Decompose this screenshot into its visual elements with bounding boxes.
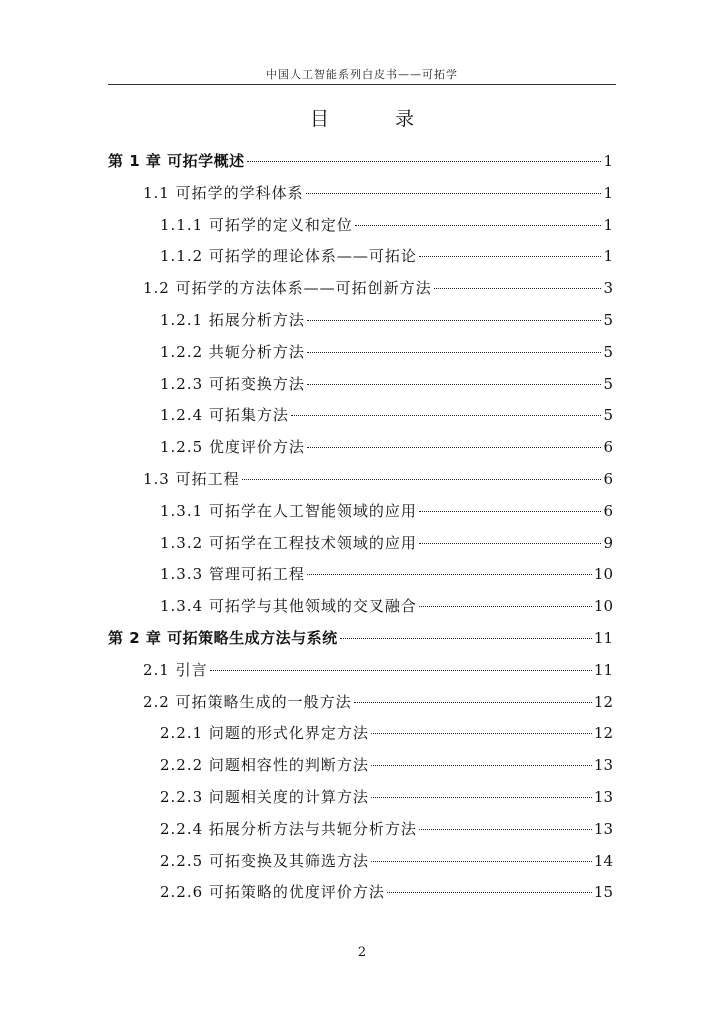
toc-section-entry[interactable] [143,691,613,713]
dot-leader [307,352,602,353]
dot-leader [306,193,602,194]
dot-leader [419,829,592,830]
toc-section-entry[interactable] [143,182,613,204]
toc-subsection-entry[interactable] [160,595,613,617]
toc-section-entry[interactable] [143,659,613,681]
toc-subsection-entry[interactable] [160,818,613,840]
dot-leader [340,638,592,639]
toc-subsection-entry[interactable] [160,341,613,363]
header-divider [108,84,616,85]
toc-entry-page: 1 [603,247,613,266]
toc-section-entry[interactable] [143,277,613,299]
dot-leader [355,225,602,226]
toc-entry-label: 1.1.2 可拓学的理论体系——可拓论 [160,247,417,266]
toc-subsection-entry[interactable] [160,436,613,458]
toc-entry-label: 第 1 章 可拓学概述 [108,152,245,170]
toc-entry-label: 1.1.1 可拓学的定义和定位 [160,215,353,234]
toc-entry-label: 2.2.5 可拓变换及其筛选方法 [160,851,369,870]
toc-entry-page: 10 [593,597,613,616]
toc-entry-label: 2.2.2 问题相容性的判断方法 [160,756,369,775]
dot-leader [307,320,602,321]
toc-entry-page: 14 [593,851,613,870]
toc-entry-label: 第 2 章 可拓策略生成方法与系统 [108,629,338,647]
dot-leader [419,511,602,512]
toc-entry-label: 1.3.4 可拓学与其他领域的交叉融合 [160,597,417,616]
page-title: 目 录 [309,108,445,130]
toc-entry-label: 2.2.6 可拓策略的优度评价方法 [160,883,385,902]
dot-leader [419,543,602,544]
toc-entry-page: 6 [603,501,613,520]
toc-entry-page: 6 [603,470,613,488]
toc-entry-page: 11 [593,660,613,679]
toc-entry-page: 10 [593,565,613,584]
toc-chapter-entry[interactable] [108,150,613,172]
toc-entry-label: 1.3.3 管理可拓工程 [160,565,305,584]
dot-leader [210,670,592,671]
dot-leader [419,256,602,257]
toc-entry-label: 1.2.5 优度评价方法 [160,438,305,457]
dot-leader [354,702,592,703]
toc-entry-page: 5 [603,311,613,329]
toc-entry-page: 11 [593,629,613,647]
dot-leader [434,288,602,289]
dot-leader [242,479,602,480]
toc-entry-label: 2.2.3 问题相关度的计算方法 [160,788,369,806]
toc-subsection-entry[interactable] [160,500,613,522]
dot-leader [307,384,602,385]
toc-subsection-entry[interactable] [160,786,613,808]
toc-entry-label: 1.3.1 可拓学在人工智能领域的应用 [160,501,417,520]
toc-entry-label: 2.2.4 拓展分析方法与共轭分析方法 [160,819,417,838]
toc-entry-page: 3 [603,279,613,298]
toc-entry-page: 13 [593,756,613,775]
toc-entry-label: 1.1 可拓学的学科体系 [143,183,304,202]
toc-entry-label: 1.2.4 可拓集方法 [160,406,289,425]
toc-chapter-entry[interactable] [108,627,613,649]
toc-subsection-entry[interactable] [160,563,613,585]
toc-entry-label: 2.2.1 问题的形式化界定方法 [160,724,369,743]
toc-subsection-entry[interactable] [160,309,613,331]
toc-entry-page: 13 [593,819,613,838]
toc-section-entry[interactable] [143,468,613,490]
toc-entry-page: 12 [593,724,613,743]
toc-entry-label: 1.2.3 可拓变换方法 [160,374,305,393]
toc-entry-label: 1.2 可拓学的方法体系——可拓创新方法 [143,279,432,298]
toc-entry-label: 2.1 引言 [143,660,208,679]
toc-entry-label: 2.2 可拓策略生成的一般方法 [143,692,352,711]
toc-entry-page: 12 [593,692,613,711]
running-header: 中国人工智能系列白皮书——可拓学 [266,68,458,81]
toc-entry-label: 1.3.2 可拓学在工程技术领域的应用 [160,533,417,552]
toc-entry-page: 15 [593,883,613,902]
toc-entry-page: 1 [603,152,613,170]
toc-subsection-entry[interactable] [160,722,613,744]
toc-entry-label: 1.3 可拓工程 [143,470,240,488]
toc-subsection-entry[interactable] [160,214,613,236]
toc-entry-page: 5 [603,342,613,361]
toc-entry-page: 6 [603,438,613,457]
page-number: 2 [357,945,367,960]
toc-subsection-entry[interactable] [160,532,613,554]
toc-entry-page: 13 [593,788,613,806]
toc-entry-page: 5 [603,406,613,425]
toc-subsection-entry[interactable] [160,881,613,903]
dot-leader [291,415,602,416]
toc-entry-page: 5 [603,374,613,393]
toc-subsection-entry[interactable] [160,373,613,395]
toc-subsection-entry[interactable] [160,754,613,776]
dot-leader [247,161,602,162]
dot-leader [371,733,592,734]
dot-leader [371,765,592,766]
toc-entry-page: 1 [603,215,613,234]
dot-leader [371,797,592,798]
toc-subsection-entry[interactable] [160,245,613,267]
toc-entry-label: 1.2.2 共轭分析方法 [160,342,305,361]
toc-subsection-entry[interactable] [160,850,613,872]
dot-leader [419,606,592,607]
toc-subsection-entry[interactable] [160,404,613,426]
toc-entry-label: 1.2.1 拓展分析方法 [160,311,305,329]
dot-leader [371,861,592,862]
toc-entry-page: 9 [603,533,613,552]
dot-leader [307,574,592,575]
dot-leader [307,447,602,448]
toc-entry-page: 1 [603,183,613,202]
dot-leader [387,892,592,893]
